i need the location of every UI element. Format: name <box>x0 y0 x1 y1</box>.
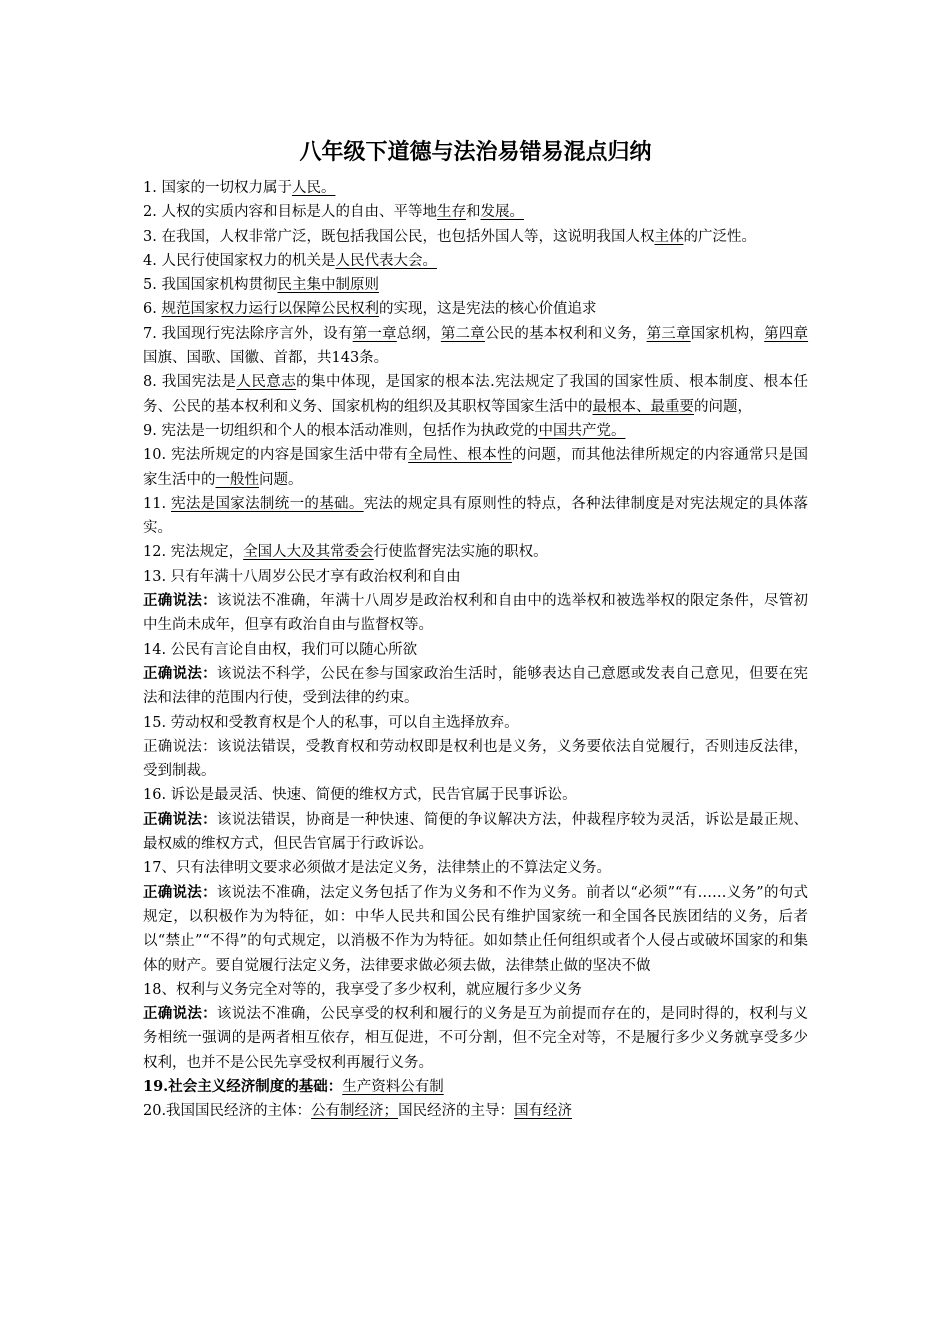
list-item <box>143 638 808 662</box>
bold-label: 正确说法： <box>143 1005 217 1023</box>
text-segment: 12. 宪法规定， <box>143 544 244 561</box>
bold-label: 正确说法： <box>143 883 217 901</box>
underlined-text: 主体 <box>654 228 684 245</box>
text-segment: 问题。 <box>259 471 303 488</box>
list-item <box>143 322 808 371</box>
underlined-text: 人民。 <box>291 180 336 196</box>
underlined-text: 公有制经济； <box>311 1103 399 1120</box>
underlined-text: 第一章 <box>352 325 397 342</box>
text-segment: 总纲， <box>396 325 441 342</box>
underlined-text: 发展。 <box>480 204 524 221</box>
text-segment: 该说法错误，协商是一种快速、简便的争议解决方法，仲裁程序较为灵活，诉讼是最正规、最权威的维权方式，但民告官属于行政诉讼。 <box>143 811 808 853</box>
list-item <box>143 881 808 978</box>
text-segment: 该说法不准确，公民享受的权利和履行的义务是互为前提而存在的，是同时得的，权利与义务相统一强调的是两者相互依存，相互促进，不可分割，但不完全对等，不是履行多少义务就享受多少权利，也并不是公民先享受权利再履行义务。 <box>143 1006 808 1071</box>
item-list <box>143 176 808 1124</box>
list-item <box>143 735 808 784</box>
underlined-text: 中国共产党。 <box>538 422 626 439</box>
list-item <box>143 662 808 711</box>
underlined-text: 人民意志 <box>236 374 297 391</box>
text-segment: 11. <box>143 495 171 512</box>
underlined-text: 第三章 <box>646 325 691 342</box>
text-segment: 18、权利与义务完全对等的，我享受了多少权利，就应履行多少义务 <box>143 981 582 998</box>
list-item <box>143 1075 808 1099</box>
text-segment: 1. 国家的一切权力属于 <box>143 180 292 196</box>
underlined-text: 民主集中制原则 <box>277 277 379 294</box>
document-title: 八年级下道德与法治易错易混点归纳 <box>299 140 652 165</box>
underlined-text: 生产资料公有制 <box>342 1078 444 1095</box>
list-item <box>143 273 808 297</box>
bold-label: 正确说法： <box>143 664 217 682</box>
text-segment: 公民的基本权利和义务， <box>484 325 647 342</box>
text-segment: 该说法不科学，公民在参与国家政治生活时，能够表达自己意愿或发表自己意见，但要在宪法和法律的范围内行使，受到法律的约束。 <box>143 665 808 707</box>
text-segment: 宪法的规定具有原则性的特点，各种法律制度是对宪法规定的具体落实。 <box>143 495 809 537</box>
list-item <box>143 808 808 857</box>
list-item <box>143 589 808 638</box>
text-segment: 14. 公民有言论自由权，我们可以随心所欲 <box>143 641 418 658</box>
document-page <box>143 138 808 1124</box>
text-segment: 5. 我国国家机构贯彻 <box>143 277 278 294</box>
underlined-text: 第四章 <box>764 325 809 342</box>
text-segment: 国旗、国歌、国徽、首都，共143条。 <box>143 350 389 367</box>
list-item <box>143 297 808 321</box>
list-item <box>143 978 808 1002</box>
text-segment: 的集中体现，是国家的根本法.宪法规定了我国的国家性质、根本制度、根本任务、公民的基本权利和义务、国家机构的组织及其职权等国家生活中的 <box>143 374 809 415</box>
list-item <box>143 1002 808 1075</box>
list-item <box>143 225 808 249</box>
bold-label: 正确说法： <box>143 810 217 828</box>
underlined-text: 全局性、根本性 <box>408 447 512 464</box>
text-segment: 20.我国国民经济的主体： <box>143 1103 312 1120</box>
text-segment: 国民经济的主导： <box>398 1103 515 1120</box>
text-segment: 6. <box>143 301 162 318</box>
list-item <box>143 492 808 541</box>
text-segment: 国家机构， <box>690 325 765 342</box>
text-segment: 7. 我国现行宪法除序言外，设有 <box>143 325 353 342</box>
text-segment: 的问题，而其他法律所规定的内容通常只是国家生活中的 <box>143 447 809 488</box>
text-segment: 该说法不准确，年满十八周岁是政治权利和自由中的选举权和被选举权的限定条件，尽管初中生尚未成年，但享有政治自由与监督权等。 <box>143 593 808 634</box>
list-item <box>143 565 808 589</box>
text-segment: 的广泛性。 <box>683 228 756 245</box>
text-segment: 的实现，这是宪法的核心价值追求 <box>378 301 597 318</box>
list-item <box>143 856 808 880</box>
underlined-text: 宪法是国家法制统一的基础。 <box>171 495 364 512</box>
list-item <box>143 200 808 224</box>
text-segment: 行使监督宪法实施的职权。 <box>373 544 548 561</box>
underlined-text: 规范国家权力运行以保障公民权利 <box>161 301 379 318</box>
text-segment: 的问题， <box>694 398 752 415</box>
text-segment: 该说法不准确，法定义务包括了作为义务和不作为义务。前者以“必须”“有……义务”的句式规定，以积极作为为特征，如：中华人民共和国公民有维护国家统一和全国各民族团结的义务，后者以“禁止”“不得”的句式规定，以消极不作为为特征。如如禁止任何组织或者个人侵占或破坏国家的和集体的财产。要自觉履行法定义务，法律要求做必须去做，法律禁止做的坚决不做 <box>143 884 809 974</box>
text-segment: 正确说法：该说法错误，受教育权和劳动权即是权利也是义务，义务要依法自觉履行，否则违反法律，受到制裁。 <box>143 738 808 780</box>
text-segment: 3. 在我国，人权非常广泛，既包括我国公民，也包括外国人等，这说明我国人权 <box>143 228 655 245</box>
underlined-text: 一般性 <box>215 471 259 488</box>
text-segment: 16. 诉讼是最灵活、快速、简便的维权方式，民告官属于民事诉讼。 <box>143 787 577 804</box>
underlined-text: 国有经济 <box>514 1103 573 1120</box>
list-item <box>143 370 808 419</box>
bold-label: 19.社会主义经济制度的基础： <box>143 1077 343 1095</box>
text-segment: 9. 宪法是一切组织和个人的根本活动准则，包括作为执政党的 <box>143 422 539 439</box>
text-segment: 和 <box>465 204 481 221</box>
text-segment: 10. 宪法所规定的内容是国家生活中带有 <box>143 447 409 464</box>
list-item <box>143 249 808 273</box>
text-segment: 8. 我国宪法是 <box>143 374 237 391</box>
text-segment: 15. 劳动权和受教育权是个人的私事，可以自主选择放弃。 <box>143 714 519 731</box>
underlined-text: 人民代表大会。 <box>335 252 437 269</box>
underlined-text: 全国人大及其常委会 <box>243 544 374 561</box>
text-segment: 13. 只有年满十八周岁公民才享有政治权利和自由 <box>143 568 461 585</box>
underlined-text: 第二章 <box>440 325 485 342</box>
text-segment: 17、只有法律明文要求必须做才是法定义务，法律禁止的不算法定义务。 <box>143 860 611 877</box>
list-item <box>143 419 808 443</box>
underlined-text: 最根本、最重要 <box>592 398 694 415</box>
text-segment: 4. 人民行使国家权力的机关是 <box>143 252 336 269</box>
list-item <box>143 540 808 564</box>
list-item <box>143 443 808 492</box>
list-item <box>143 176 808 200</box>
list-item <box>143 1099 808 1123</box>
list-item <box>143 711 808 735</box>
list-item <box>143 783 808 807</box>
underlined-text: 生存 <box>436 204 466 221</box>
bold-label: 正确说法： <box>143 592 217 610</box>
text-segment: 2. 人权的实质内容和目标是人的自由、平等地 <box>143 204 437 221</box>
